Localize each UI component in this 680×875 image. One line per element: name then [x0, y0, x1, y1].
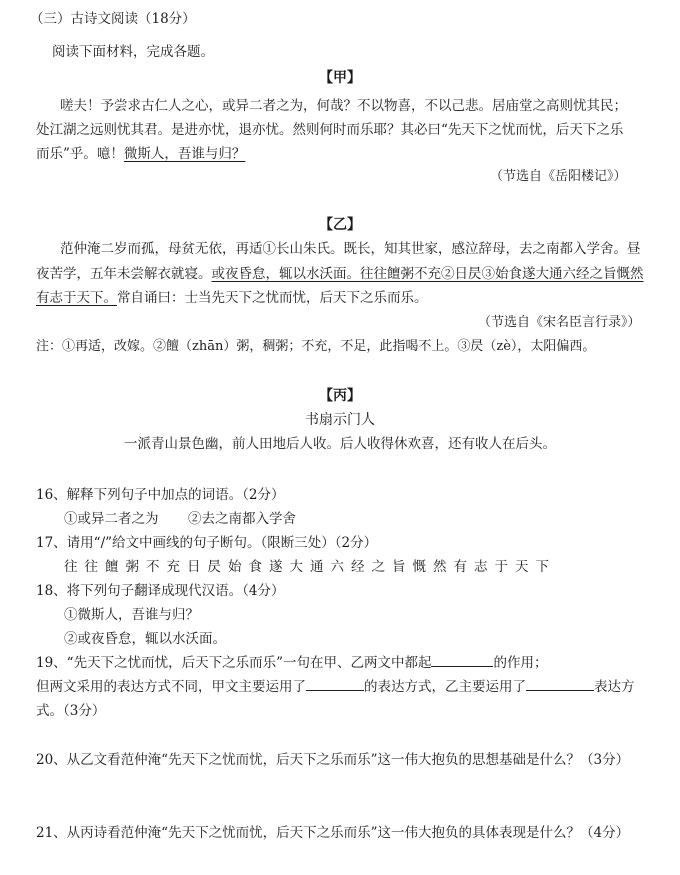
passage-a-heading: 【甲】 [319, 70, 361, 86]
passage-b-line-3-rest: 常自诵曰：士当先天下之忧而忧，后天下之乐而乐。 [117, 290, 428, 306]
passage-a-line-3-start: 而乐”乎。噫！ [36, 146, 124, 162]
section-header: （三）古诗文阅读（18分） [30, 11, 196, 27]
question-19-text-d: 的表达方式，乙主要运用了 [364, 679, 526, 695]
question-20: 20、从乙文看范仲淹“先天下之忧而忧，后天下之乐而乐”这一伟大抱负的思想基础是什么？（3分） [36, 752, 630, 768]
question-19-text-a: 19、“先天下之忧而忧，后天下之乐而乐”一句在甲、乙两文中都起 [36, 655, 432, 671]
poem-title: 书扇示门人 [305, 412, 375, 428]
question-19-text-c: 但两文采用的表达方式不同，甲文主要运用了 [36, 679, 306, 695]
passage-a-source: （节选自《岳阳楼记》） [490, 169, 627, 184]
passage-b-line-2-start: 夜苦学，五年未尝解衣就寝。 [36, 266, 212, 282]
passage-c-heading: 【丙】 [319, 388, 361, 404]
passage-a-line-2: 处江湖之远则忧其君。是进亦忧，退亦忧。然则何时而乐耶？其必曰“先天下之忧而忧，后天下之乐 [36, 122, 624, 138]
question-16-item-b: ②去之南都入学舍 [188, 511, 296, 527]
poem-text: 一派青山景色幽，前人田地后人收。后人收得休欢喜，还有收人在后头。 [124, 436, 556, 452]
question-18-item-b: ②或夜昏怠，辄以水沃面。 [64, 631, 226, 647]
question-16: 16、解释下列句子中加点的词语。（2分） [36, 487, 285, 503]
answer-blank-2[interactable] [306, 678, 364, 691]
passage-b-source: （节选自《宋名臣言行录》） [478, 315, 641, 330]
passage-a-line-1: 嗟夫！予尝求古仁人之心，或异二者之为，何哉？不以物喜，不以己悲。居庙堂之高则忧其民； [60, 98, 627, 114]
instruction: 阅读下面材料，完成各题。 [52, 44, 214, 60]
question-21: 21、从丙诗看范仲淹“先天下之忧而忧，后天下之乐而乐”这一伟大抱负的具体表现是什么？（4分） [36, 825, 630, 841]
passage-b-underlined-1: 或夜昏怠，辄以水沃面。 [211, 266, 360, 282]
passage-b-line-3 [36, 289, 428, 307]
passage-b-notes: 注：①再适，改嫁。②饘（zhān）粥，稠粥；不充，不足，此指喝不上。③昃（zè），太阳偏西。 [36, 339, 596, 354]
question-17-sentence: 往往饘粥不充日昃始食遂大通六经之旨慨然有志于天下 [64, 559, 556, 575]
question-17: 17、请用“/”给文中画线的句子断句。（限断三处）（2分） [36, 535, 378, 551]
answer-blank-3[interactable] [526, 678, 594, 691]
passage-b-underlined-2: 往往饘粥不充②日昃③始食遂大通六经之旨慨然 [360, 266, 644, 282]
passage-a-underlined-sentence: 微斯人，吾谁与归？ [123, 146, 246, 162]
passage-b-line-1: 范仲淹二岁而孤，母贫无依，再适①长山朱氏。既长，知其世家，感泣辞母，去之南都入学舍。昼 [60, 241, 641, 257]
question-19-line-1 [36, 654, 547, 672]
question-19-text-e: 表达方 [594, 679, 635, 695]
passage-b-line-2 [36, 265, 644, 283]
question-16-item-a: ①或异二者之为 [64, 511, 159, 527]
question-19-line-2 [36, 678, 635, 696]
passage-a-line-3 [36, 145, 245, 163]
question-19-line-3: 式。（3分） [36, 703, 106, 719]
passage-b-underlined-3: 有志于天下。 [36, 290, 117, 306]
passage-b-heading: 【乙】 [319, 217, 361, 233]
question-18-item-a: ①微斯人，吾谁与归？ [64, 607, 199, 623]
question-18: 18、将下列句子翻译成现代汉语。（4分） [36, 583, 285, 599]
answer-blank-1[interactable] [431, 654, 493, 667]
question-19-text-b: 的作用； [493, 655, 548, 671]
